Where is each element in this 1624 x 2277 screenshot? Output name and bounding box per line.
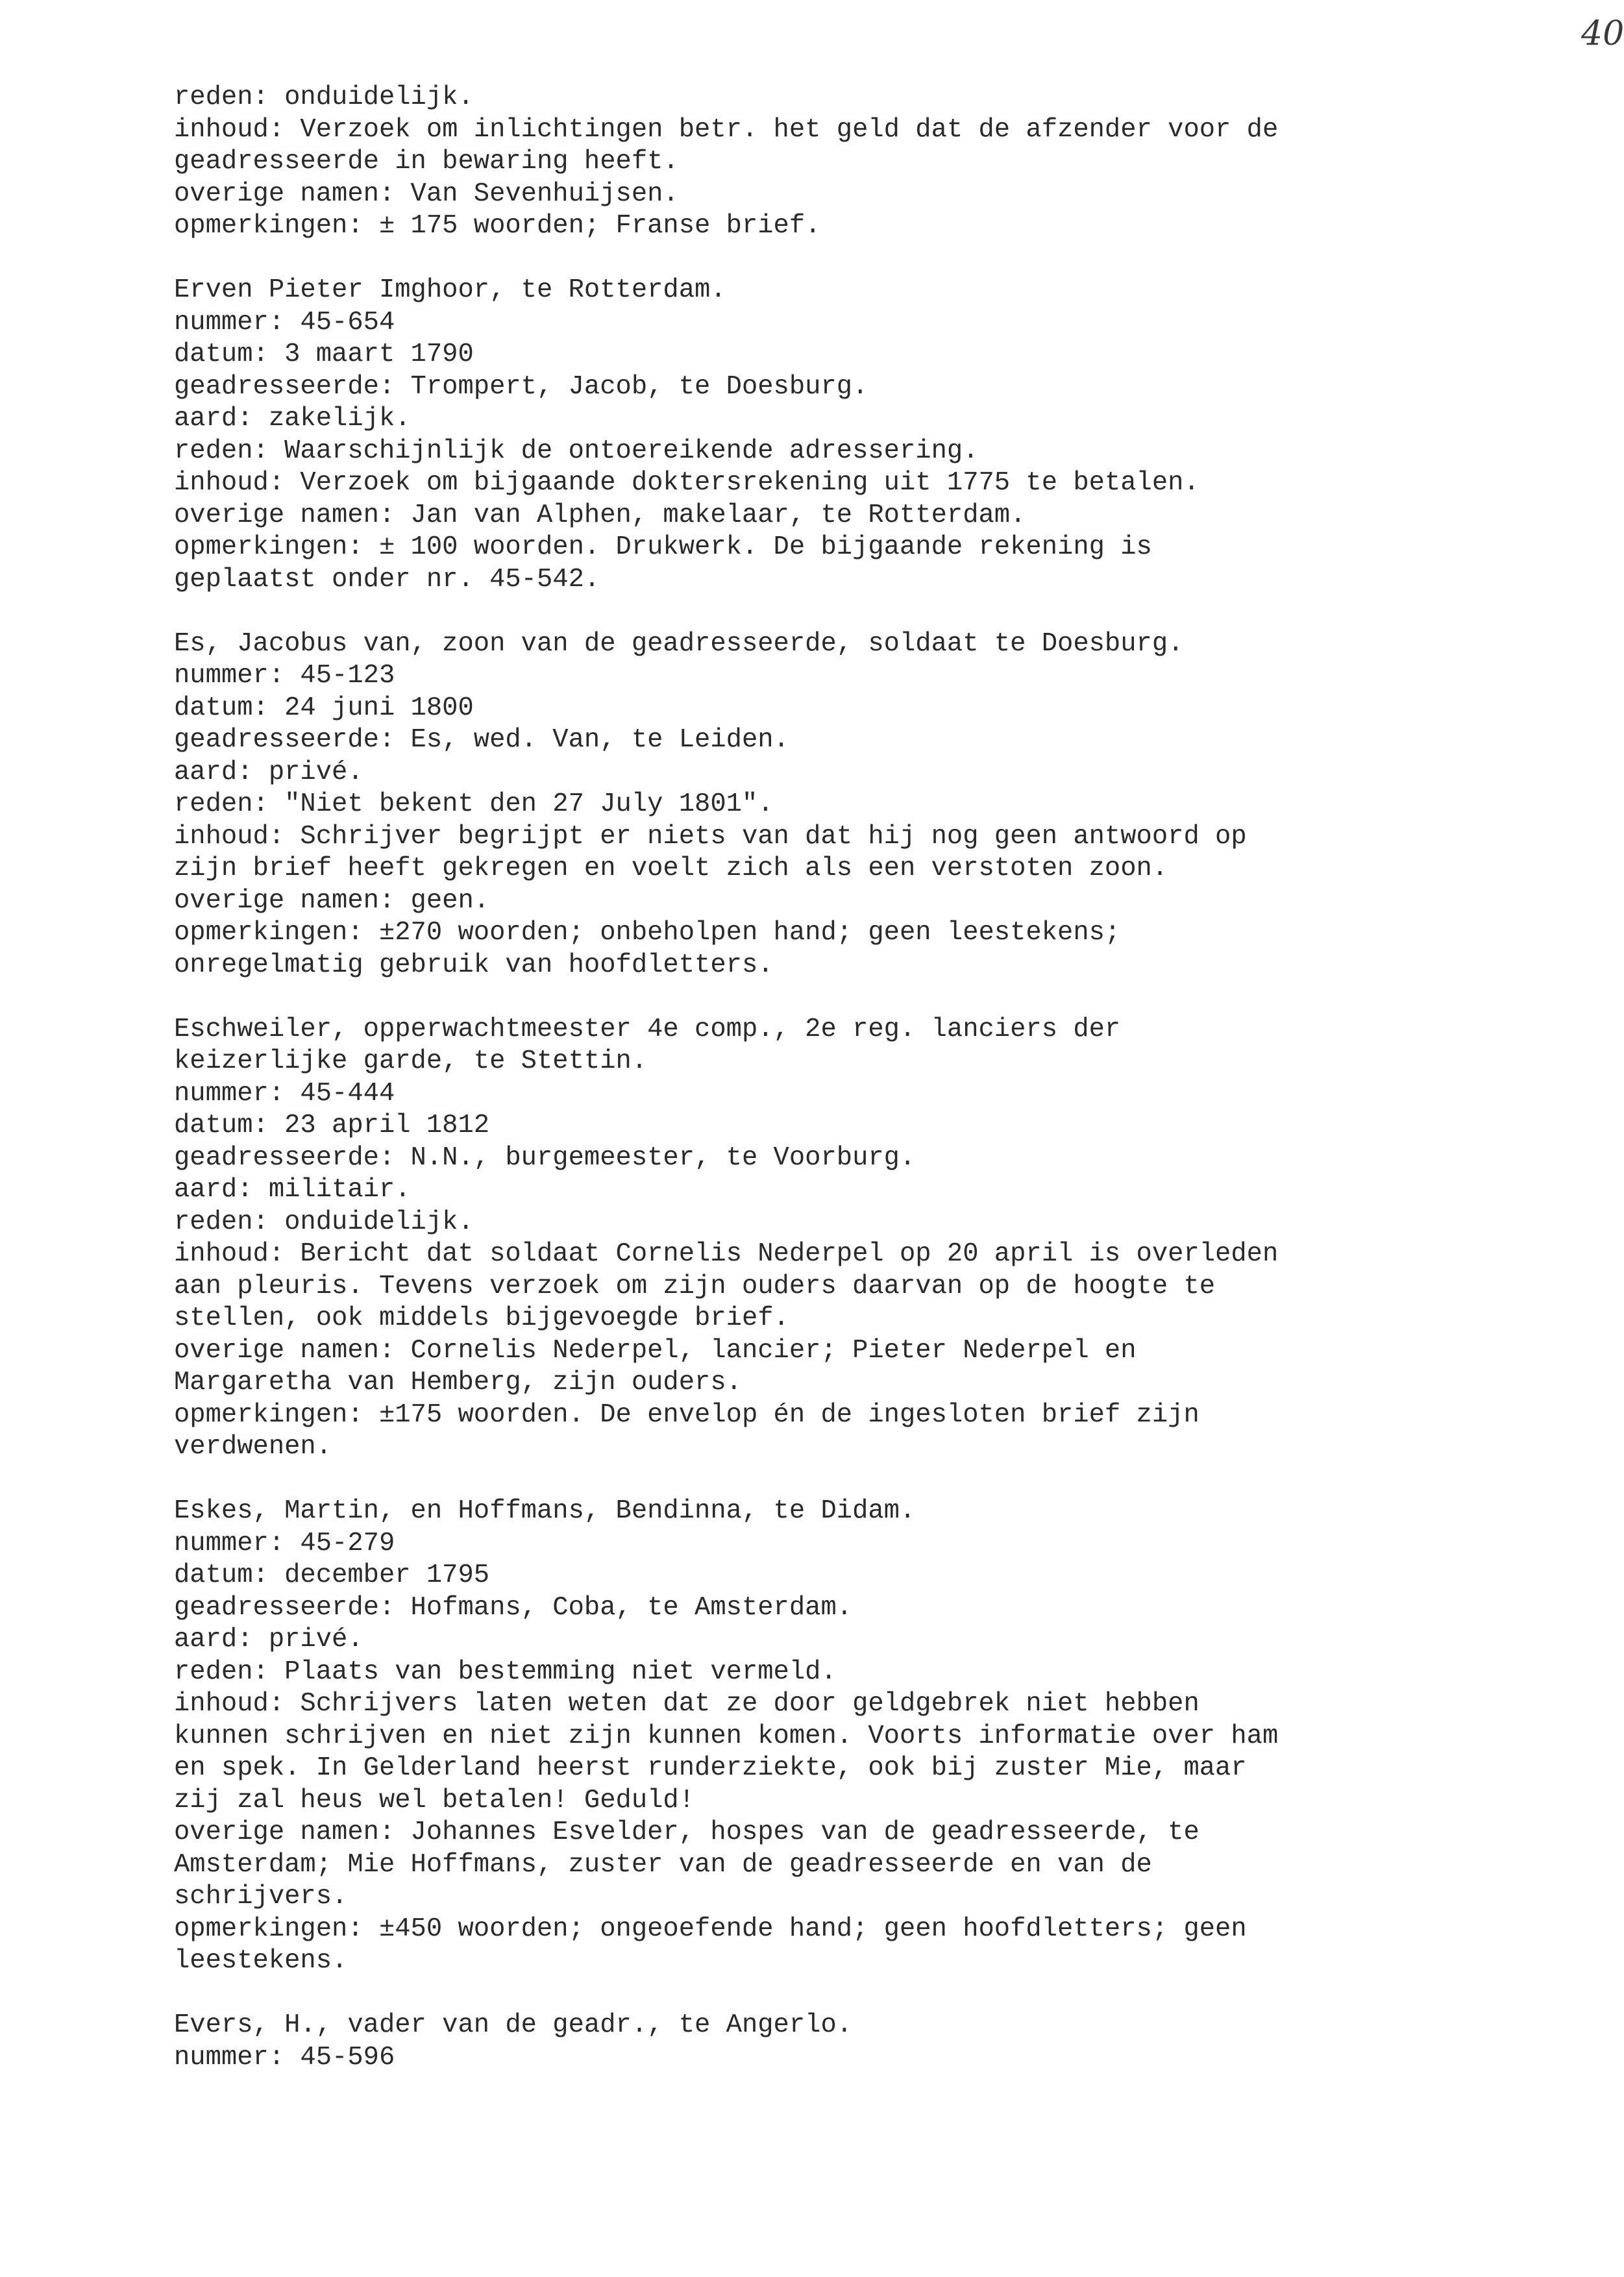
text-line: Margaretha van Hemberg, zijn ouders. — [174, 1368, 742, 1397]
text-line: geadresseerde: Hofmans, Coba, te Amsterdam. — [174, 1592, 853, 1623]
text-line: aan pleuris. Tevens verzoek om zijn ouders daarvan op de hoogte te — [174, 1271, 1216, 1301]
text-line: nummer: 45-279 — [174, 1528, 395, 1558]
page-number: 40 — [1581, 14, 1624, 53]
text-line: inhoud: Bericht dat soldaat Cornelis Nederpel op 20 april is overleden — [174, 1239, 1279, 1269]
text-line: nummer: 45-444 — [174, 1078, 395, 1109]
text-line: en spek. In Gelderland heerst runderziekte, ook bij zuster Mie, maar — [174, 1753, 1247, 1783]
text-line: overige namen: Cornelis Nederpel, lancier; Pieter Nederpel en — [174, 1335, 1137, 1366]
text-line: geadresseerde: N.N., burgemeester, te Voorburg. — [174, 1142, 916, 1173]
text-line: geplaatst onder nr. 45-542. — [174, 564, 600, 595]
text-line: reden: Plaats van bestemming niet vermeld. — [174, 1656, 837, 1687]
letter-entry — [174, 2010, 1563, 2074]
spacer — [174, 981, 1563, 1014]
spacer — [174, 1464, 1563, 1496]
entry-title: Evers, H., vader van de geadr., te Angerlo. — [174, 2010, 853, 2040]
document-body — [174, 82, 1563, 2074]
text-line: geadresseerde: Es, wed. Van, te Leiden. — [174, 725, 789, 755]
text-line: overige namen: Jan van Alphen, makelaar, te Rotterdam. — [174, 500, 1026, 530]
text-line: stellen, ook middels bijgevoegde brief. — [174, 1303, 789, 1333]
text-line: reden: onduidelijk. — [174, 1207, 474, 1237]
text-line: inhoud: Verzoek om inlichtingen betr. het geld dat de afzender voor de — [174, 114, 1279, 145]
text-line: opmerkingen: ±175 woorden. De envelop én de ingesloten brief zijn — [174, 1399, 1200, 1430]
text-line: verdwenen. — [174, 1432, 332, 1462]
letter-entry — [174, 1495, 1563, 1978]
text-line: opmerkingen: ±450 woorden; ongeoefende hand; geen hoofdletters; geen — [174, 1914, 1247, 1944]
text-line: zijn brief heeft gekregen en voelt zich als een verstoten zoon. — [174, 854, 1168, 883]
text-line: inhoud: Schrijvers laten weten dat ze door geldgebrek niet hebben — [174, 1689, 1200, 1719]
text-line: nummer: 45-123 — [174, 661, 395, 691]
text-line: Amsterdam; Mie Hoffmans, zuster van de geadresseerde en van de — [174, 1849, 1152, 1880]
text-line: datum: 24 juni 1800 — [174, 693, 474, 723]
text-line: geadresseerde: Trompert, Jacob, te Doesburg. — [174, 371, 868, 402]
text-line: zij zal heus wel betalen! Geduld! — [174, 1785, 695, 1815]
text-line: aard: militair. — [174, 1175, 411, 1205]
text-line: keizerlijke garde, te Stettin. — [174, 1046, 648, 1076]
text-line: opmerkingen: ± 175 woorden; Franse brief. — [174, 211, 821, 241]
text-line: opmerkingen: ± 100 woorden. Drukwerk. De bijgaande rekening is — [174, 532, 1152, 562]
letter-entry — [174, 275, 1563, 596]
text-line: aard: privé. — [174, 757, 363, 787]
spacer — [174, 1978, 1563, 2010]
entry-title: Eschweiler, opperwachtmeester 4e comp., 2e reg. lanciers der — [174, 1014, 1121, 1044]
entry-title: Es, Jacobus van, zoon van de geadresseerde, soldaat te Doesburg. — [174, 628, 1184, 659]
text-line: datum: december 1795 — [174, 1560, 490, 1590]
text-line: aard: privé. — [174, 1625, 363, 1655]
entry-title: Erven Pieter Imghoor, te Rotterdam. — [174, 275, 726, 305]
text-line: reden: onduidelijk. — [174, 82, 474, 112]
text-line: overige namen: Johannes Esvelder, hospes van de geadresseerde, te — [174, 1817, 1200, 1847]
text-line: inhoud: Schrijver begrijpt er niets van dat hij nog geen antwoord op — [174, 821, 1247, 852]
text-line: datum: 3 maart 1790 — [174, 339, 474, 369]
text-line: leestekens. — [174, 1946, 348, 1976]
spacer — [174, 596, 1563, 628]
text-line: reden: "Niet bekent den 27 July 1801". — [174, 789, 774, 819]
text-line: datum: 23 april 1812 — [174, 1111, 490, 1140]
text-line: overige namen: Van Sevenhuijsen. — [174, 178, 679, 209]
text-line: nummer: 45-596 — [174, 2042, 395, 2073]
text-line: onregelmatig gebruik van hoofdletters. — [174, 950, 774, 980]
text-line: reden: Waarschijnlijk de ontoereikende adressering. — [174, 436, 979, 466]
letter-entry — [174, 628, 1563, 982]
intro-block — [174, 82, 1563, 243]
text-line: opmerkingen: ±270 woorden; onbeholpen hand; geen leestekens; — [174, 918, 1121, 948]
text-line: geadresseerde in bewaring heeft. — [174, 147, 679, 177]
entry-title: Eskes, Martin, en Hoffmans, Bendinna, te Didam. — [174, 1496, 916, 1526]
letter-entry — [174, 1014, 1563, 1464]
text-line: aard: zakelijk. — [174, 404, 411, 434]
text-line: overige namen: geen. — [174, 885, 490, 916]
text-line: schrijvers. — [174, 1882, 348, 1912]
spacer — [174, 243, 1563, 275]
text-line: nummer: 45-654 — [174, 307, 395, 338]
text-line: inhoud: Verzoek om bijgaande doktersrekening uit 1775 te betalen. — [174, 468, 1200, 498]
text-line: kunnen schrijven en niet zijn kunnen komen. Voorts informatie over ham — [174, 1721, 1279, 1751]
